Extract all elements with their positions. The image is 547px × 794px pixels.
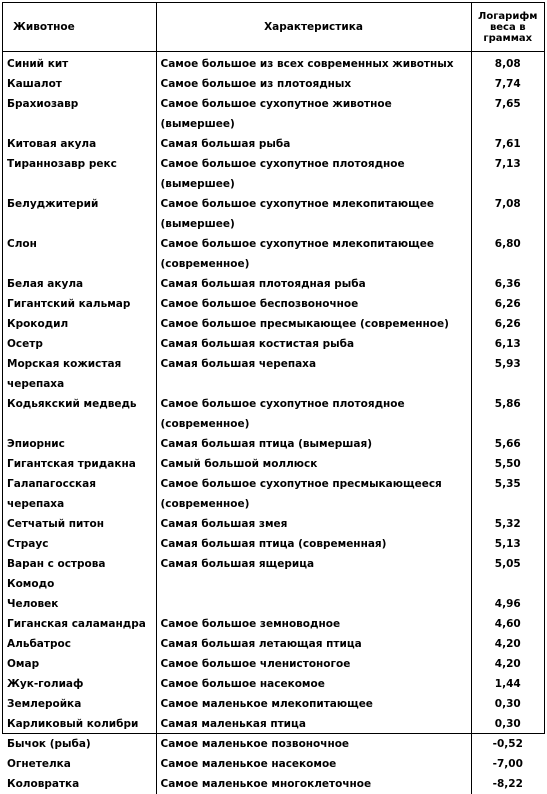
data-table-sheet — [2, 2, 545, 790]
cell-value: 6,13 — [471, 334, 544, 354]
table-row — [3, 714, 544, 734]
table-row — [3, 654, 544, 674]
table-row — [3, 394, 544, 434]
cell-animal: Сетчатый питон — [7, 518, 104, 530]
cell-description: Самое большое пресмыкающее (современное) — [156, 314, 471, 334]
table-row — [3, 594, 544, 614]
cell-animal: Кашалот — [7, 78, 62, 90]
cell-description: Самая маленькая птица — [156, 714, 471, 734]
animal-weight-table — [3, 3, 544, 794]
table-row — [3, 694, 544, 714]
cell-description: Самое большое сухопутное животное (вымершее) — [156, 94, 471, 134]
cell-description: Самое большое сухопутное млекопитающее (современное) — [156, 234, 471, 274]
table-row — [3, 334, 544, 354]
table-row — [3, 534, 544, 554]
cell-value: 7,08 — [471, 194, 544, 234]
cell-description: Самая большая птица (современная) — [156, 534, 471, 554]
cell-value: 5,13 — [471, 534, 544, 554]
table-row — [3, 634, 544, 654]
cell-description: Самое большое насекомое — [156, 674, 471, 694]
cell-description: Самая большая плотоядная рыба — [156, 274, 471, 294]
cell-value: 4,20 — [471, 634, 544, 654]
table-row — [3, 52, 544, 75]
cell-value: 7,13 — [471, 154, 544, 194]
cell-value: 5,86 — [471, 394, 544, 434]
cell-description: Самая большая черепаха — [156, 354, 471, 394]
cell-animal: Тираннозавр рекс — [7, 158, 117, 170]
cell-animal: Морская кожистая черепаха — [7, 358, 122, 390]
cell-description: Самое большое сухопутное млекопитающее (вымершее) — [156, 194, 471, 234]
cell-value: 5,50 — [471, 454, 544, 474]
cell-animal: Бычок (рыба) — [7, 738, 91, 750]
cell-value: 0,30 — [471, 694, 544, 714]
table-row — [3, 154, 544, 194]
cell-description: Самый большой моллюск — [156, 454, 471, 474]
table-row — [3, 514, 544, 534]
table-row — [3, 134, 544, 154]
table-row — [3, 354, 544, 394]
table-row — [3, 754, 544, 774]
cell-value: 4,20 — [471, 654, 544, 674]
header-value-line1: Логарифм — [478, 10, 538, 22]
cell-description: Самое большое сухопутное пресмыкающееся (современное) — [156, 474, 471, 514]
cell-description: Самая большая птица (вымершая) — [156, 434, 471, 454]
cell-value: -0,52 — [471, 734, 544, 754]
cell-value: 5,66 — [471, 434, 544, 454]
table-row — [3, 74, 544, 94]
cell-description: Самая большая костистая рыба — [156, 334, 471, 354]
table-row — [3, 474, 544, 514]
cell-animal: Китовая акула — [7, 138, 97, 150]
cell-animal: Галапагосская черепаха — [7, 478, 96, 510]
cell-value: 6,80 — [471, 234, 544, 274]
table-row — [3, 614, 544, 634]
cell-value: 7,65 — [471, 94, 544, 134]
cell-value: 4,60 — [471, 614, 544, 634]
cell-animal: Карликовый колибри — [7, 718, 139, 730]
table-row — [3, 774, 544, 794]
cell-animal: Гиганская саламандра — [7, 618, 146, 630]
cell-description: Самое большое членистоногое — [156, 654, 471, 674]
cell-animal: Коловратка — [7, 778, 80, 790]
table-row — [3, 734, 544, 754]
cell-animal: Жук-голиаф — [7, 678, 84, 690]
table-header-row — [3, 3, 544, 52]
cell-animal: Эпиорнис — [7, 438, 65, 450]
cell-animal: Гигантская тридакна — [7, 458, 136, 470]
cell-value: -7,00 — [471, 754, 544, 774]
cell-value: 0,30 — [471, 714, 544, 734]
cell-description: Самое большое сухопутное плотоядное (современное) — [156, 394, 471, 434]
header-description: Характеристика — [156, 3, 471, 52]
table-row — [3, 454, 544, 474]
cell-description: Самое маленькое млекопитающее — [156, 694, 471, 714]
cell-animal: Омар — [7, 658, 40, 670]
cell-value: 8,08 — [471, 52, 544, 75]
cell-description: Самая большая рыба — [156, 134, 471, 154]
cell-animal: Гигантский кальмар — [7, 298, 131, 310]
table-row — [3, 194, 544, 234]
cell-value: 1,44 — [471, 674, 544, 694]
cell-animal: Кодьякский медведь — [7, 398, 137, 410]
cell-value: 5,32 — [471, 514, 544, 534]
cell-animal: Брахиозавр — [7, 98, 79, 110]
cell-description: Самая большая ящерица — [156, 554, 471, 594]
cell-value: 7,74 — [471, 74, 544, 94]
cell-animal: Крокодил — [7, 318, 69, 330]
cell-description — [156, 594, 471, 614]
cell-animal: Варан с острова Комодо — [7, 558, 106, 590]
table-row — [3, 294, 544, 314]
table-row — [3, 314, 544, 334]
table-row — [3, 234, 544, 274]
header-value-line3: граммах — [483, 32, 533, 44]
cell-description: Самое большое беспозвоночное — [156, 294, 471, 314]
cell-description: Самое большое земноводное — [156, 614, 471, 634]
cell-description: Самая большая летающая птица — [156, 634, 471, 654]
cell-value: 6,26 — [471, 314, 544, 334]
table-row — [3, 434, 544, 454]
header-value — [471, 3, 544, 52]
cell-animal: Землеройка — [7, 698, 82, 710]
header-value-line2: веса в — [489, 21, 526, 33]
cell-animal: Белуджитерий — [7, 198, 99, 210]
table-row — [3, 674, 544, 694]
cell-description: Самое маленькое позвоночное — [156, 734, 471, 754]
cell-description: Самая большая змея — [156, 514, 471, 534]
cell-description: Самое маленькое насекомое — [156, 754, 471, 774]
cell-value: 6,36 — [471, 274, 544, 294]
cell-animal: Альбатрос — [7, 638, 71, 650]
cell-animal: Человек — [7, 598, 59, 610]
cell-description: Самое большое из плотоядных — [156, 74, 471, 94]
cell-animal: Осетр — [7, 338, 43, 350]
cell-description: Самое маленькое многоклеточное — [156, 774, 471, 794]
table-row — [3, 94, 544, 134]
cell-value: 5,05 — [471, 554, 544, 594]
cell-animal: Синий кит — [7, 58, 69, 70]
cell-value: 5,35 — [471, 474, 544, 514]
cell-animal: Страус — [7, 538, 49, 550]
cell-description: Самое большое из всех современных животных — [156, 52, 471, 75]
cell-value: 6,26 — [471, 294, 544, 314]
cell-value: 5,93 — [471, 354, 544, 394]
cell-animal: Огнетелка — [7, 758, 71, 770]
table-row — [3, 554, 544, 594]
cell-value: 7,61 — [471, 134, 544, 154]
cell-description: Самое большое сухопутное плотоядное (вымершее) — [156, 154, 471, 194]
cell-value: 4,96 — [471, 594, 544, 614]
cell-animal: Белая акула — [7, 278, 84, 290]
header-animal: Животное — [3, 3, 156, 52]
table-row — [3, 274, 544, 294]
cell-value: -8,22 — [471, 774, 544, 794]
cell-animal: Слон — [7, 238, 37, 250]
